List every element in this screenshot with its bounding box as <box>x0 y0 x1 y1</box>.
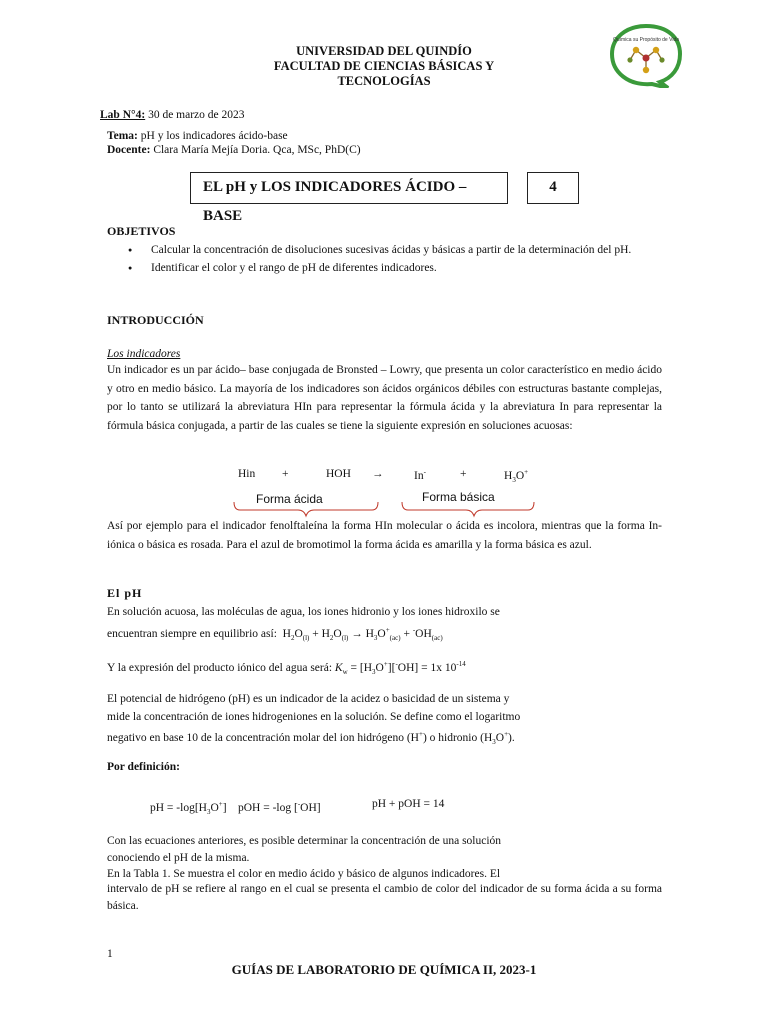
objectives-list <box>107 242 662 277</box>
closing-line1: Con las ecuaciones anteriores, es posible determinar la concentración de una solución <box>107 835 502 847</box>
indicators-subheading: Los indicadores <box>107 348 181 360</box>
practice-title: EL pH y LOS INDICADORES ÁCIDO – BASE <box>190 172 508 204</box>
ph-definition-1: El potencial de hidrógeno (pH) es un indicador de la acidez o basicidad de un sistema y <box>107 693 510 705</box>
closing-line3: En la Tabla 1. Se muestra el color en medio ácido y básico de algunos indicadores. El <box>107 868 501 880</box>
docente-label: Docente: <box>107 144 151 156</box>
ph-sum-formula: pH + pOH = 14 <box>372 798 445 810</box>
header-faculty-cont: TECNOLOGÍAS <box>337 74 431 88</box>
ph-formula: pH = $-\log[H_3O^+]$ <box>150 800 227 817</box>
reaction-in: In- <box>414 468 426 482</box>
reaction-arrow: → <box>372 468 384 480</box>
tema-label: Tema: <box>107 130 138 142</box>
kw-line: Y la expresión del producto iónico del agua será: $K_w = [H_3O^+][^-OH] = 1x$ $10^{-14}$ <box>107 660 466 677</box>
intro-paragraph: Un indicador es un par ácido– base conjugada de Bronsted – Lowry, que presenta un color característico en medio ácido y otro en medio básico. La mayoría de los indicadores son ácidos orgánicos débiles con estructuras bastante complejas, por lo tanto se utilizará la abreviatura HIn para representar la fórmula ácida y la abreviatura In para representar la fórmula básica conjugada, a partir de las cuales se tiene la siguiente expresión en soluciones acuosas: <box>107 364 662 432</box>
reaction-plus: + <box>282 468 289 480</box>
reaction-hin: Hin <box>238 468 256 480</box>
by-definition-label: Por definición: <box>107 761 180 773</box>
ph-heading-text: El pH <box>107 586 143 600</box>
reaction-h3o: $H_3O^+$ <box>504 468 529 485</box>
ph-definition-3: negativo en base 10 de la concentración molar del ion hidrógeno (H+) o hidronio $(H_3O^+)$. <box>107 730 515 747</box>
docente-value: Clara María Mejía Doria. Qca, MSc, PhD(C) <box>153 144 361 156</box>
header-university: UNIVERSIDAD DEL QUINDÍO <box>296 44 472 58</box>
objective-item: ● Calcular la concentración de disoluciones sucesivas ácidas y básicas a partir de la determinación del pH. <box>107 242 662 260</box>
logo-text: Química su Propósito de Vida <box>612 37 680 43</box>
objective-item: ● Identificar el color y el rango de pH de diferentes indicadores. <box>107 260 662 278</box>
closing-line2: conociendo el pH de la misma. <box>107 852 250 864</box>
reaction-hoh: HOH <box>326 468 351 480</box>
footer-title: GUÍAS DE LABORATORIO DE QUÍMICA II, 2023-1 <box>231 962 537 977</box>
objectives-section <box>107 224 662 277</box>
docente-line <box>107 143 361 157</box>
basic-form-label: Forma básica <box>422 490 495 504</box>
page-number: 1 <box>107 948 113 960</box>
university-logo <box>606 22 686 88</box>
reaction-plus: + <box>460 468 467 480</box>
intro-heading-text: INTRODUCCIÓN <box>107 313 204 327</box>
closing-line4: intervalo de pH se refiere al rango en el cual se presenta el cambio de color del indicador de su forma ácida a su forma básica. <box>107 883 662 912</box>
indicator-examples-paragraph: Así por ejemplo para el indicador fenolftaleína la forma HIn molecular o ácida es incolora, mientras que la forma In- iónica o básica es rosada. Para el azul de bromotimol la forma ácida es amarilla y la forma básica es azul. <box>107 520 662 551</box>
ph-definition-2: mide la concentración de iones hidrogeniones en la solución. Se define como el logaritmo <box>107 711 521 723</box>
ph-line1: En solución acuosa, las moléculas de agua, los iones hidronio y los iones hidroxilo se <box>107 606 500 618</box>
lab-label: Lab N°4: <box>100 109 146 121</box>
lab-line <box>100 108 245 122</box>
ph-heading <box>107 586 142 601</box>
intro-heading <box>107 313 204 328</box>
header-faculty: FACULTAD DE CIENCIAS BÁSICAS Y <box>273 59 495 73</box>
lab-date: 30 de marzo de 2023 <box>148 109 245 121</box>
practice-number: 4 <box>527 172 579 204</box>
poh-formula: pOH = -log [-OH] <box>238 800 321 814</box>
tema-value: pH y los indicadores ácido-base <box>140 130 288 142</box>
ph-equilibrium-line: encuentran siempre en equilibrio así: $H_2O_{(l)} + H_2O_{(l)} \to H_3O^+_{(ac)} + ^-OH_{(ac)}$ <box>107 626 443 643</box>
acid-form-label: Forma ácida <box>256 492 323 506</box>
tema-line <box>107 129 288 143</box>
objectives-heading: OBJETIVOS <box>107 224 176 238</box>
